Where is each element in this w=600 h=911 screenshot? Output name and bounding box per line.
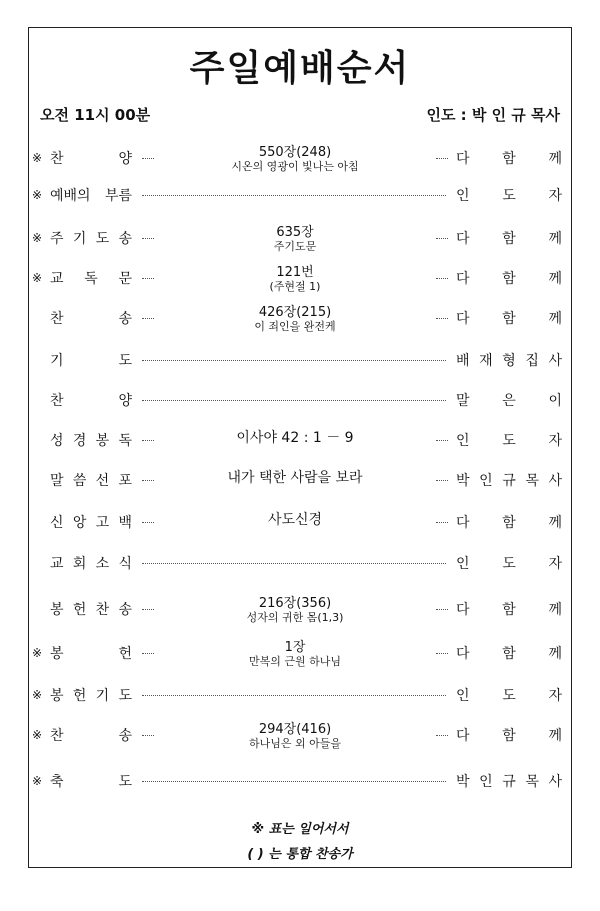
item-role: 다 함 께	[456, 271, 562, 287]
standing-mark: ※	[32, 271, 43, 285]
item-label: 찬 양	[50, 393, 132, 409]
worship-row	[0, 682, 600, 712]
item-role: 말 은 이	[456, 393, 562, 409]
worship-row	[0, 550, 600, 580]
dot-leader	[142, 695, 446, 696]
service-leader: 인도 : 박 인 규 목사	[426, 106, 560, 124]
item-role: 다 함 께	[456, 646, 562, 662]
item-role: 배 재 형 집 사	[456, 353, 562, 369]
detail-main: 426장(215)	[258, 305, 332, 320]
item-detail	[150, 305, 440, 333]
item-label: 성 경 봉 독	[50, 433, 132, 449]
detail-main: 294장(416)	[258, 722, 332, 737]
item-role: 다 함 께	[456, 231, 562, 247]
detail-main: 1장	[284, 640, 306, 655]
detail-sub: 만복의 근원 하나님	[248, 655, 341, 668]
item-label: 교 회 소 식	[50, 556, 132, 572]
detail-sub: 시온의 영광이 빛나는 아침	[231, 160, 359, 173]
worship-row	[0, 305, 600, 335]
item-label: 봉 헌	[50, 646, 132, 662]
dot-leader	[436, 238, 448, 239]
item-detail	[150, 145, 440, 173]
detail-main: 216장(356)	[258, 596, 332, 611]
detail-sub: 성자의 귀한 몸(1,3)	[246, 611, 344, 624]
worship-row	[0, 768, 600, 798]
item-detail	[150, 425, 440, 446]
dot-leader	[142, 563, 446, 564]
item-role: 박 인 규 목 사	[456, 774, 562, 790]
standing-mark: ※	[32, 774, 43, 788]
item-role: 다 함 께	[456, 728, 562, 744]
item-label: 기 도	[50, 353, 132, 369]
standing-mark: ※	[32, 728, 43, 742]
item-detail	[150, 640, 440, 668]
standing-mark: ※	[32, 188, 43, 202]
dot-leader	[142, 360, 446, 361]
dot-leader	[436, 158, 448, 159]
dot-leader	[436, 522, 448, 523]
worship-row	[0, 347, 600, 377]
footer-note-standing: ※ 표는 일어서서	[251, 822, 349, 837]
detail-main: 121번	[276, 265, 314, 280]
dot-leader	[142, 781, 446, 782]
item-label: 신 앙 고 백	[50, 515, 132, 531]
dot-leader	[142, 400, 446, 401]
detail-main: 사도신경	[267, 512, 323, 528]
worship-row	[0, 640, 600, 670]
dot-leader	[436, 278, 448, 279]
item-label: 찬 송	[50, 728, 132, 744]
item-role: 다 함 께	[456, 515, 562, 531]
standing-mark: ※	[32, 688, 43, 702]
item-role: 다 함 께	[456, 602, 562, 618]
item-role: 박 인 규 목 사	[456, 473, 562, 489]
service-time: 오전 11시 00분	[40, 106, 151, 124]
worship-row	[0, 596, 600, 626]
item-label: 봉 헌 찬 송	[50, 602, 132, 618]
worship-row	[0, 427, 600, 457]
item-label: 말 씀 선 포	[50, 473, 132, 489]
standing-mark: ※	[32, 646, 43, 660]
item-label: 교 독 문	[50, 271, 132, 287]
page-title: 주일예배순서	[189, 48, 411, 89]
item-detail	[150, 596, 440, 624]
detail-sub: 이 죄인을 완전케	[254, 320, 336, 333]
item-label: 찬 양	[50, 151, 132, 167]
detail-main: 635장	[276, 225, 314, 240]
item-detail	[150, 507, 440, 528]
dot-leader	[142, 195, 446, 196]
item-detail	[150, 722, 440, 750]
dot-leader	[436, 735, 448, 736]
dot-leader	[436, 609, 448, 610]
dot-leader	[436, 440, 448, 441]
item-detail	[150, 225, 440, 253]
item-role: 인 도 자	[456, 188, 562, 204]
dot-leader	[436, 318, 448, 319]
item-role: 인 도 자	[456, 688, 562, 704]
detail-sub: (주현절 1)	[269, 280, 321, 293]
worship-row	[0, 509, 600, 539]
dot-leader	[436, 653, 448, 654]
worship-row	[0, 225, 600, 255]
detail-sub: 하나님은 외 아들을	[248, 737, 341, 750]
detail-main: 내가 택한 사람을 보라	[227, 470, 363, 486]
dot-leader	[436, 480, 448, 481]
detail-sub: 주기도문	[273, 240, 317, 253]
item-role: 다 함 께	[456, 151, 562, 167]
item-label: 예배의 부름	[50, 188, 132, 204]
item-role: 다 함 께	[456, 311, 562, 327]
item-role: 인 도 자	[456, 556, 562, 572]
worship-row	[0, 182, 600, 212]
item-role: 인 도 자	[456, 433, 562, 449]
item-label: 주 기 도 송	[50, 231, 132, 247]
worship-row	[0, 145, 600, 175]
footer-note-hymnal: ( ) 는 통합 찬송가	[247, 847, 353, 862]
item-detail	[150, 465, 440, 486]
standing-mark: ※	[32, 231, 43, 245]
worship-row	[0, 387, 600, 417]
worship-row	[0, 467, 600, 497]
standing-mark: ※	[32, 151, 43, 165]
item-label: 축 도	[50, 774, 132, 790]
item-label: 봉 헌 기 도	[50, 688, 132, 704]
worship-row	[0, 722, 600, 752]
detail-main: 550장(248)	[258, 145, 332, 160]
item-label: 찬 송	[50, 311, 132, 327]
detail-main: 이사야 42 : 1 － 9	[236, 430, 354, 446]
item-detail	[150, 265, 440, 293]
worship-row	[0, 265, 600, 295]
